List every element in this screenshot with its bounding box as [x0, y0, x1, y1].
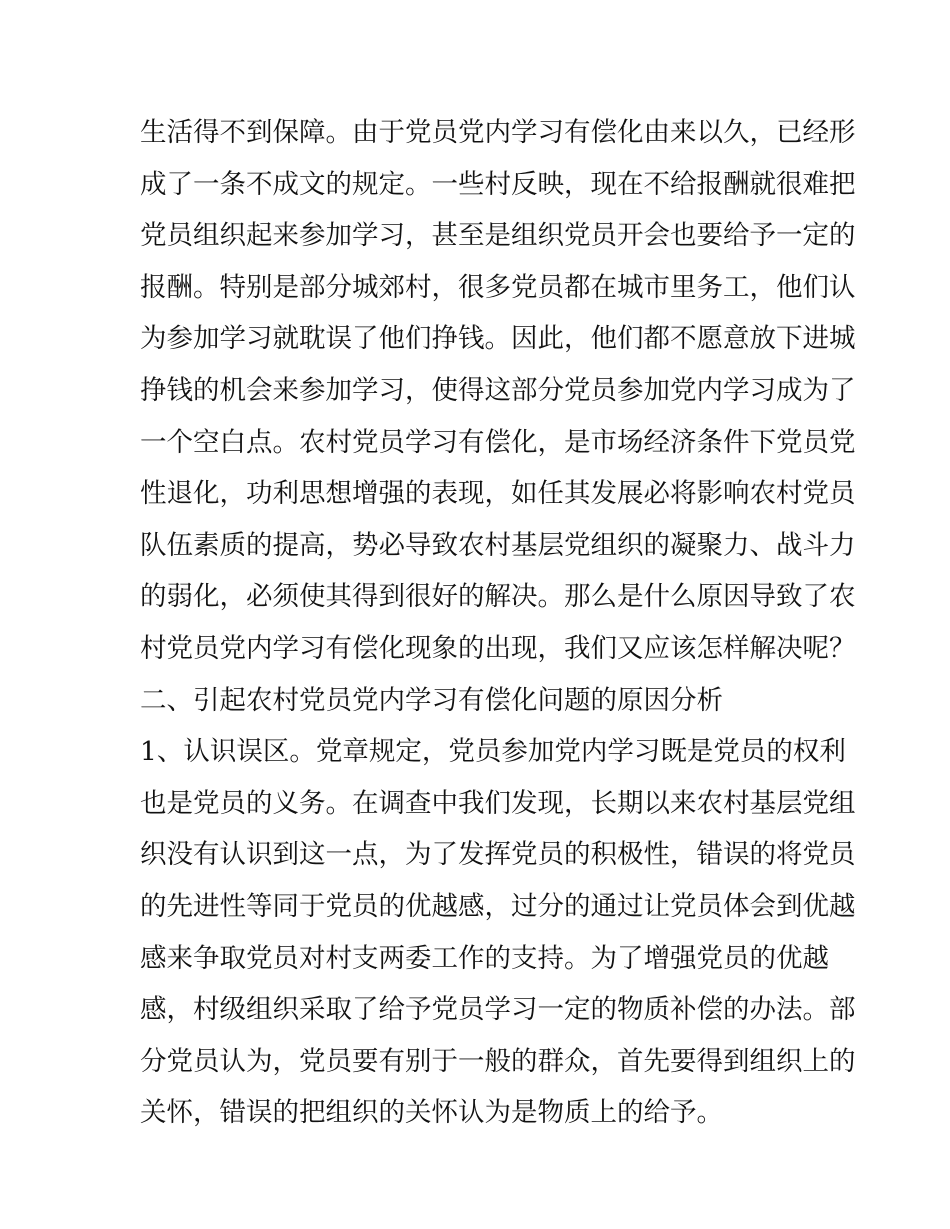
- text-line: 织没有认识到这一点，为了发挥党员的积极性，错误的将党员: [140, 839, 856, 871]
- text-line: 也是党员的义务。在调查中我们发现，长期以来农村基层党组: [140, 787, 856, 819]
- body-text: [140, 107, 856, 1139]
- text-line: 的先进性等同于党员的优越感，过分的通过让党员体会到优越: [140, 890, 856, 922]
- text-line: 村党员党内学习有偿化现象的出现，我们又应该怎样解决呢？: [140, 632, 856, 664]
- text-line: 关怀，错误的把组织的关怀认为是物质上的给予。: [140, 1097, 723, 1129]
- text-line: 性退化，功利思想增强的表现，如任其发展必将影响农村党员: [140, 478, 856, 510]
- text-line: 1、认识误区。党章规定，党员参加党内学习既是党员的权利: [140, 736, 846, 768]
- text-line: 党员组织起来参加学习，甚至是组织党员开会也要给予一定的: [140, 220, 856, 252]
- text-line: 挣钱的机会来参加学习，使得这部分党员参加党内学习成为了: [140, 374, 856, 406]
- text-line: 分党员认为，党员要有别于一般的群众，首先要得到组织上的: [140, 1045, 856, 1077]
- section-heading: 二、引起农村党员党内学习有偿化问题的原因分析: [140, 684, 723, 716]
- text-line: 一个空白点。农村党员学习有偿化，是市场经济条件下党员党: [140, 426, 856, 458]
- text-line: 成了一条不成文的规定。一些村反映，现在不给报酬就很难把: [140, 168, 856, 200]
- text-line: 报酬。特别是部分城郊村，很多党员都在城市里务工，他们认: [140, 271, 856, 303]
- text-line: 队伍素质的提高，势必导致农村基层党组织的凝聚力、战斗力: [140, 529, 856, 561]
- text-line: 感来争取党员对村支两委工作的支持。为了增强党员的优越: [140, 942, 829, 974]
- text-line: 的弱化，必须使其得到很好的解决。那么是什么原因导致了农: [140, 581, 856, 613]
- text-line: 生活得不到保障。由于党员党内学习有偿化由来以久，已经形: [140, 117, 856, 148]
- text-line: 为参加学习就耽误了他们挣钱。因此，他们都不愿意放下进城: [140, 323, 856, 355]
- text-line: 感，村级组织采取了给予党员学习一定的物质补偿的办法。部: [140, 994, 856, 1026]
